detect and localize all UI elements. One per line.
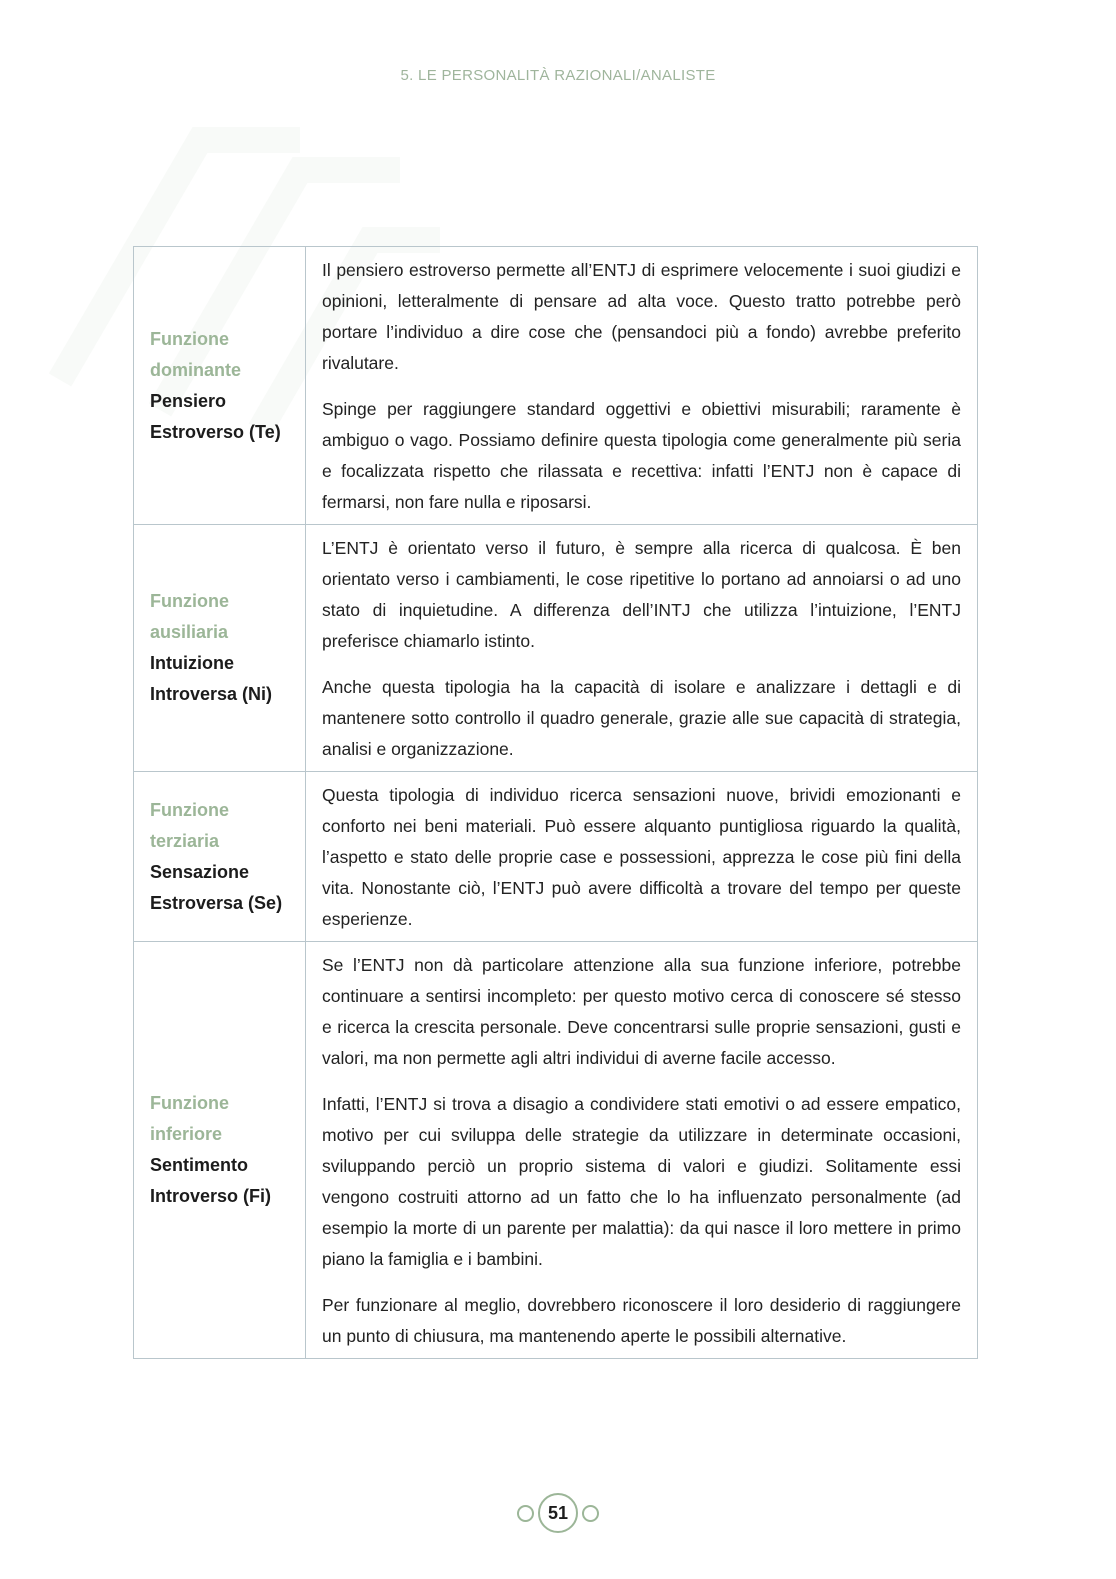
page-number: 51	[538, 1493, 578, 1533]
table-row-inferior	[134, 942, 978, 1359]
running-header: 5. LE PERSONALITÀ RAZIONALI/ANALISTE	[400, 67, 716, 84]
function-name: Intuizione Introversa (Ni)	[150, 653, 273, 704]
function-label-cell	[134, 525, 306, 772]
function-kind: Funzione inferiore	[150, 1093, 229, 1144]
function-description-cell	[306, 247, 978, 525]
table-row-tertiary	[134, 772, 978, 942]
function-name: Pensiero Estroverso (Te)	[150, 390, 281, 442]
function-label-cell	[134, 247, 306, 525]
function-description-cell	[306, 942, 978, 1359]
function-label-cell	[134, 942, 306, 1359]
cognitive-functions-table	[133, 246, 978, 1359]
function-kind: Funzione terziaria	[150, 799, 229, 851]
decorative-circle-icon	[582, 1505, 599, 1522]
decorative-circle-icon	[517, 1505, 534, 1522]
description-paragraph: L’ENTJ è orientato verso il futuro, è sempre alla ricerca di qualcosa. È ben orientato verso i cambiamenti, le cose ripetitive lo portano ad annoiarsi o ad uno stato di inquietudine. A differenza dell’INTJ che utilizza l’intuizione, l’ENTJ preferisce chiamarlo istinto.	[322, 538, 961, 651]
table-row-auxiliary	[134, 525, 978, 772]
description-paragraph: Questa tipologia di individuo ricerca sensazioni nuove, brividi emozionanti e conforto nei beni materiali. Può essere alquanto puntigliosa riguardo la qualità, l’aspetto e stato delle proprie case e possessioni, apprezza le cose più fini della vita. Nonostante ciò, l’ENTJ può avere difficoltà a trovare del tempo per queste esperienze.	[322, 785, 961, 929]
function-kind: Funzione dominante	[150, 328, 242, 380]
description-paragraph: Infatti, l’ENTJ si trova a disagio a condividere stati emotivi o ad essere empatico, motivo per cui sviluppa delle strategie da utilizzare in determinate occasioni, sviluppando perciò un proprio sistema di valori e giudizi. Solitamente essi vengono costruiti attorno ad un fatto che lo ha influenzato personalmente (ad esempio la morte di un parente per malattia): da qui nasce il loro mettere in primo piano la famiglia e i bambini.	[322, 1094, 961, 1269]
function-name: Sentimento Introverso (Fi)	[150, 1155, 272, 1206]
description-paragraph: Per funzionare al meglio, dovrebbero riconoscere il loro desiderio di raggiungere un punto di chiusura, ma mantenendo aperte le possibili alternative.	[322, 1295, 961, 1346]
function-name: Sensazione Estroversa (Se)	[150, 861, 283, 913]
page-number-footer	[0, 1492, 1116, 1534]
function-kind: Funzione ausiliaria	[150, 591, 229, 642]
function-label-cell	[134, 772, 306, 942]
function-description-cell	[306, 772, 978, 942]
description-paragraph: Anche questa tipologia ha la capacità di isolare e analizzare i dettagli e di mantenere sotto controllo il quadro generale, grazie alle sue capacità di strategia, analisi e organizzazione.	[322, 677, 961, 759]
description-paragraph: Il pensiero estroverso permette all’ENTJ di esprimere velocemente i suoi giudizi e opinioni, letteralmente di pensare ad alta voce. Questo tratto potrebbe però portare l’individuo a dire cose che (pensandoci più a fondo) avrebbe preferito rivalutare.	[322, 260, 961, 373]
table-row-dominant	[134, 247, 978, 525]
description-paragraph: Spinge per raggiungere standard oggettivi e obiettivi misurabili; raramente è ambiguo o vago. Possiamo definire questa tipologia come generalmente più seria e focalizzata rispetto che rilassata e recettiva: infatti l’ENTJ non è capace di fermarsi, non fare nulla e riposarsi.	[322, 399, 961, 512]
function-description-cell	[306, 525, 978, 772]
description-paragraph: Se l’ENTJ non dà particolare attenzione alla sua funzione inferiore, potrebbe continuare a sentirsi incompleto: per questo motivo cerca di conoscere sé stesso e ricerca la crescita personale. Deve concentrarsi sulle proprie sensazioni, gusti e valori, ma non permette agli altri individui di averne facile accesso.	[322, 955, 961, 1068]
